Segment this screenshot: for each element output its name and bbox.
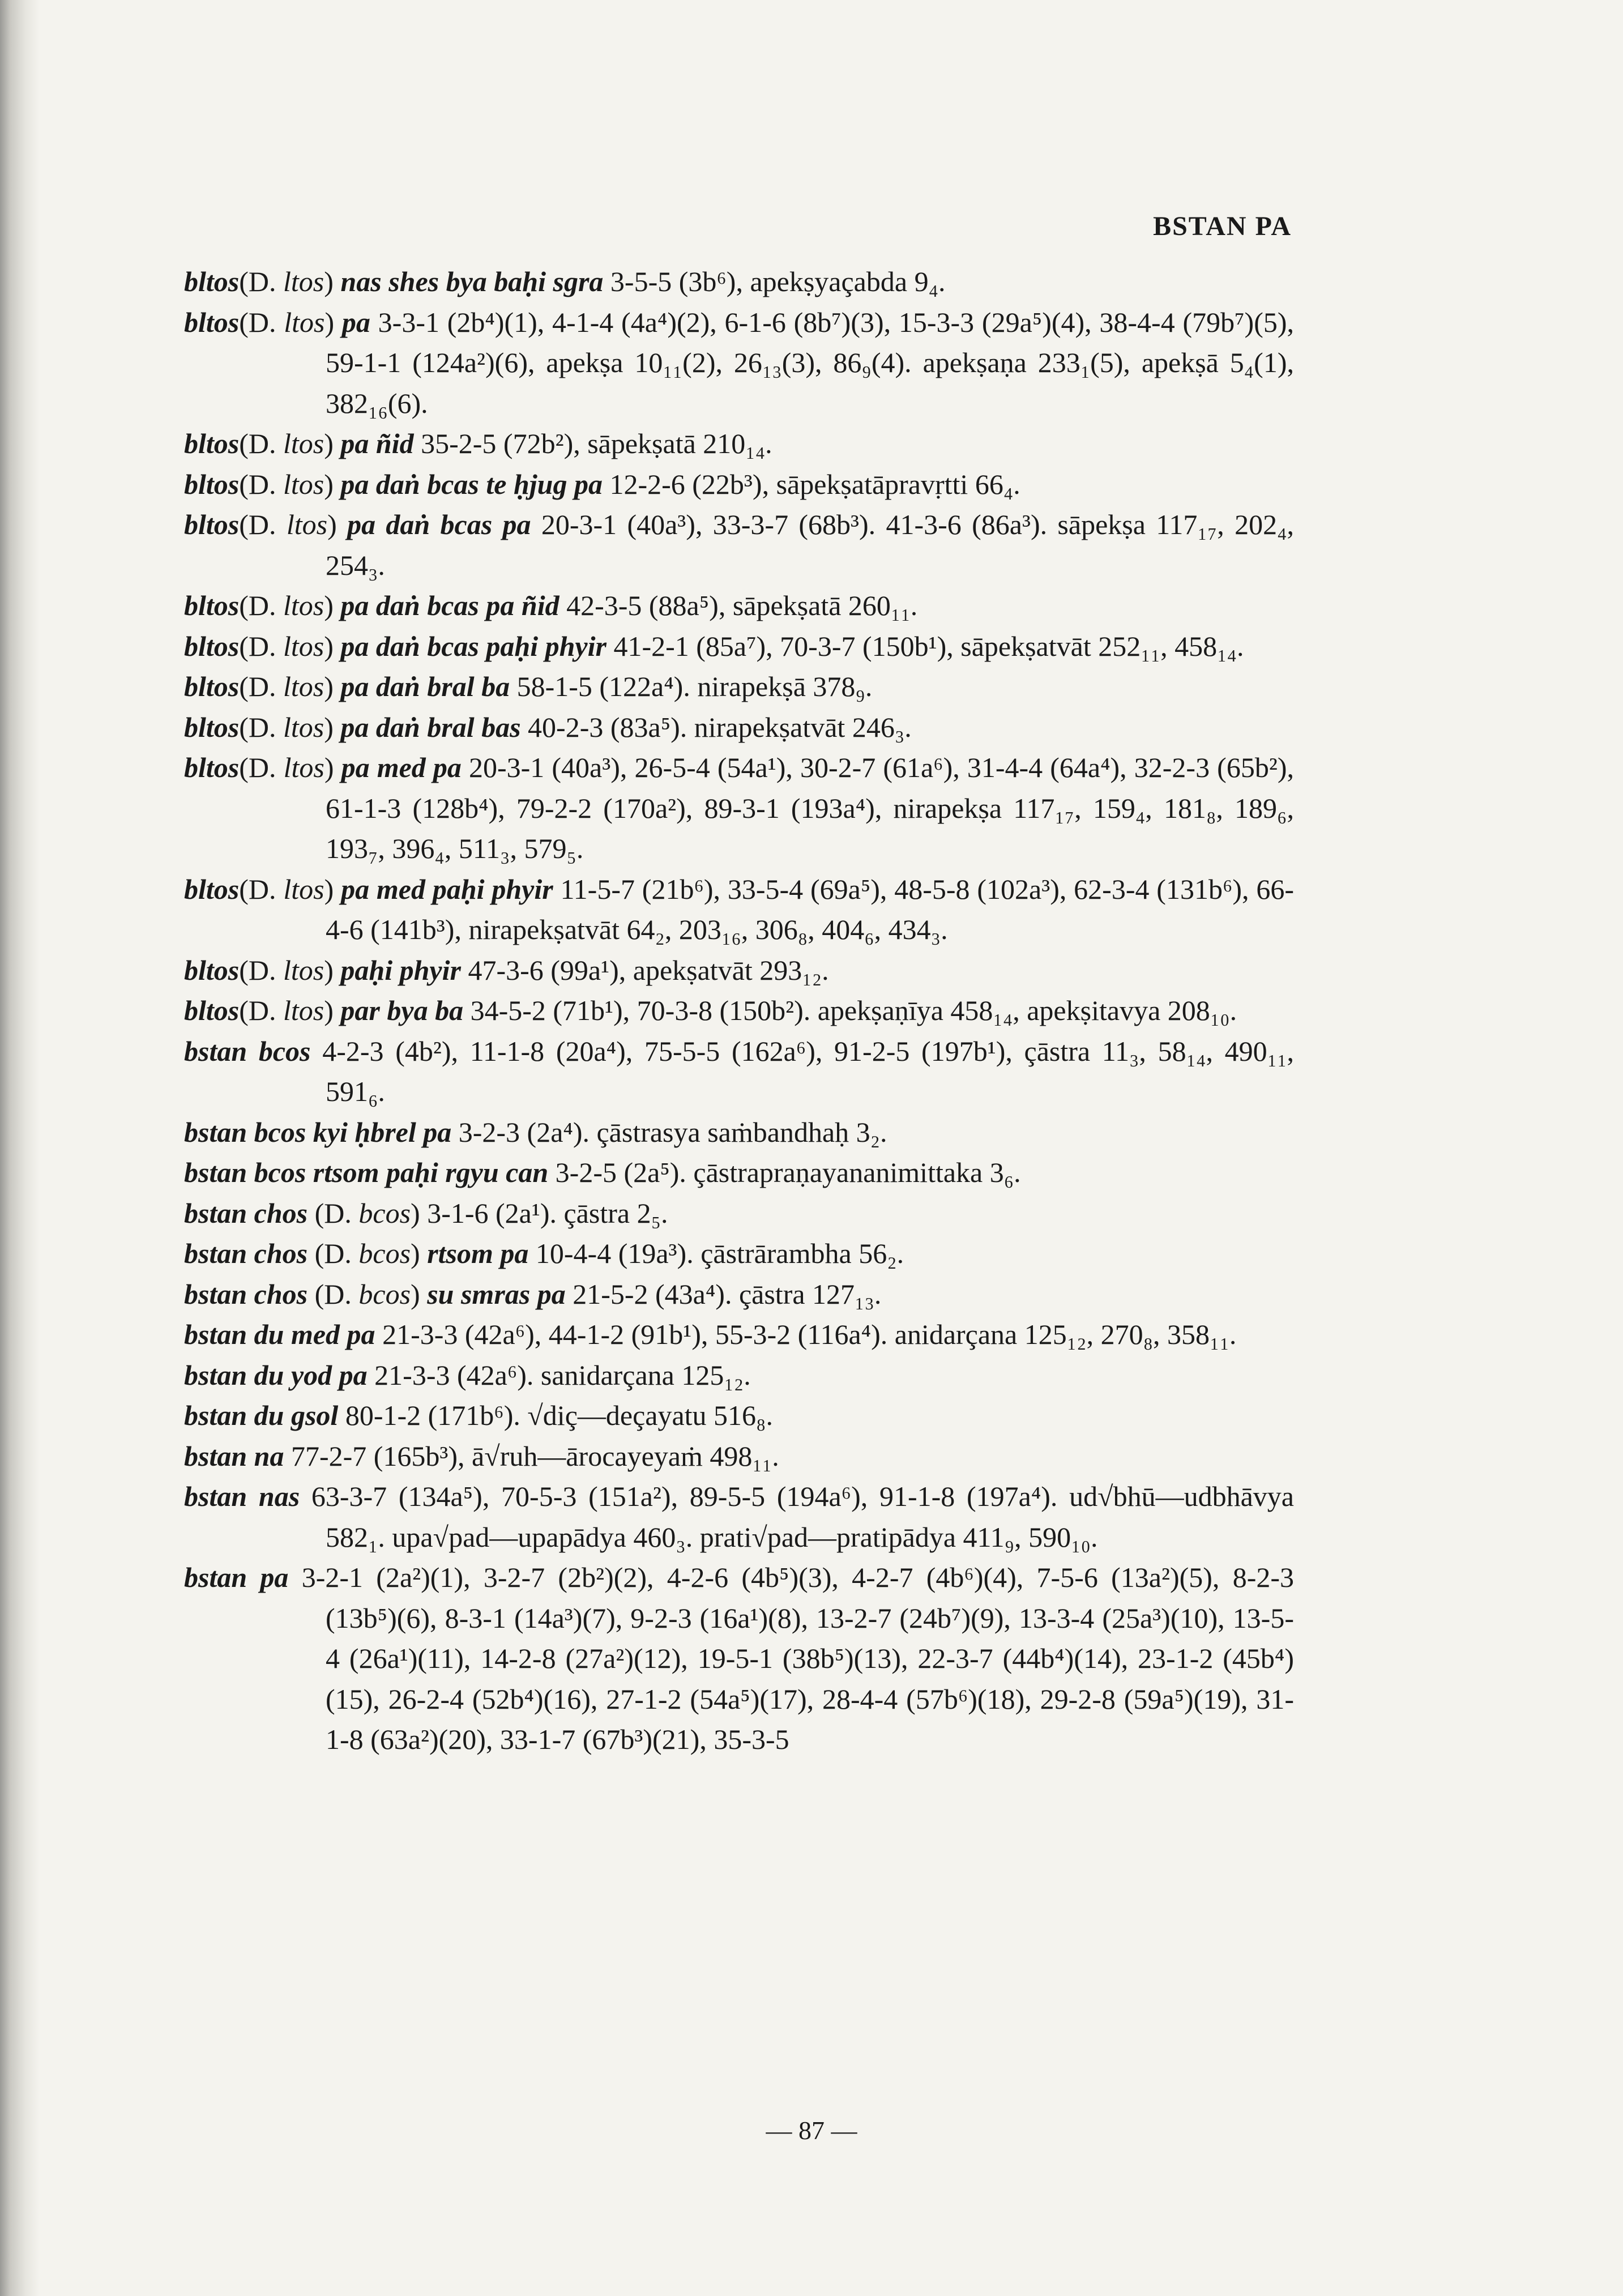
- entry-references: 10-4-4 (19a³). çāstrārambha 56₂.: [528, 1237, 904, 1269]
- entry-variant-open: (D.: [239, 468, 284, 500]
- entry-variant-close: ): [324, 671, 341, 702]
- entry-variant: ltos: [283, 873, 324, 905]
- entry-references: 20-3-1 (40a³), 26-5-4 (54a¹), 30-2-7 (61a⁶), 31-4-4 (64a⁴), 32-2-3 (65b²), 61-1-3 (128b⁴), 79-2-2 (170a²), 89-3-1 (193a⁴), nirapekṣa 117₁₇, 159₄, 181₈, 189₆, 193₇, 396₄, 511₃, 579₅.: [326, 752, 1294, 864]
- entry-headword: bltos: [184, 954, 240, 986]
- dictionary-entry: [184, 950, 1294, 991]
- entry-headword-cont: pa daṅ bral bas: [340, 711, 521, 743]
- entry-references: 47-3-6 (99a¹), apekṣatvāt 293₁₂.: [460, 954, 829, 986]
- entry-variant-close: ): [324, 873, 341, 905]
- entry-headword: bltos: [184, 752, 240, 783]
- entry-references: 77-2-7 (165b³), ā√ruh—ārocayeyaṁ 498₁₁.: [284, 1440, 779, 1472]
- entry-variant-close: ): [324, 995, 341, 1026]
- entry-references: 3-3-1 (2b⁴)(1), 4-1-4 (4a⁴)(2), 6-1-6 (8b⁷)(3), 15-3-3 (29a⁵)(4), 38-4-4 (79b⁷)(5), 59-1-1 (124a²)(6), apekṣa 10₁₁(2), 26₁₃(3), 86₉(4). apekṣaṇa 233₁(5), apekṣā 5₄(1), 382₁₆(6).: [326, 306, 1294, 419]
- entry-variant: ltos: [283, 711, 324, 743]
- entry-references: 3-2-1 (2a²)(1), 3-2-7 (2b²)(2), 4-2-6 (4b⁵)(3), 4-2-7 (4b⁶)(4), 7-5-6 (13a²)(5), 8-2-3 (13b⁵)(6), 8-3-1 (14a³)(7), 9-2-3 (16a¹)(8), 13-2-7 (24b⁷)(9), 13-3-4 (25a³)(10), 13-5-4 (26a¹)(11), 14-2-8 (27a²)(12), 19-5-1 (38b⁵)(13), 22-3-7 (44b⁴)(14), 23-1-2 (45b⁴)(15), 26-2-4 (52b⁴)(16), 27-1-2 (54a⁵)(17), 28-4-4 (57b⁶)(18), 29-2-8 (59a⁵)(19), 31-1-8 (63a²)(20), 33-1-7 (67b³)(21), 35-3-5: [288, 1561, 1294, 1755]
- entry-headword: bltos: [184, 630, 240, 662]
- entry-variant-close: ): [327, 509, 348, 540]
- entry-headword: bstan bcos kyi ḥbrel pa: [184, 1116, 452, 1148]
- entry-headword-cont: par bya ba: [340, 995, 464, 1026]
- entry-headword: bstan bcos: [184, 1035, 311, 1067]
- dictionary-entry: [184, 707, 1294, 748]
- entry-variant-open: (D.: [239, 752, 284, 783]
- dictionary-entry: [184, 626, 1294, 667]
- dictionary-entry: [184, 1355, 1294, 1396]
- entry-references: 34-5-2 (71b¹), 70-3-8 (150b²). apekṣaṇīya 458₁₄, apekṣitavya 208₁₀.: [463, 995, 1237, 1026]
- dictionary-entries: [184, 262, 1294, 1760]
- entry-references: 35-2-5 (72b²), sāpekṣatā 210₁₄.: [413, 428, 772, 459]
- dictionary-entry: [184, 302, 1294, 424]
- entry-headword: bstan chos: [184, 1197, 308, 1229]
- entry-variant-open: (D.: [239, 671, 284, 702]
- dictionary-entry: [184, 1436, 1294, 1477]
- entry-variant-open: (D.: [239, 266, 284, 297]
- entry-headword: bstan chos: [184, 1278, 308, 1310]
- dictionary-entry: [184, 1315, 1294, 1355]
- entry-references: 11-5-7 (21b⁶), 33-5-4 (69a⁵), 48-5-8 (102a³), 62-3-4 (131b⁶), 66-4-6 (141b³), nirapekṣatvāt 64₂, 203₁₆, 306₈, 404₆, 434₃.: [326, 873, 1295, 945]
- page-number: — 87 —: [766, 2116, 857, 2145]
- dictionary-entry: [184, 1234, 1294, 1274]
- entry-variant: bcos: [358, 1197, 411, 1229]
- entry-headword: bstan pa: [184, 1561, 289, 1593]
- entry-variant: ltos: [283, 266, 324, 297]
- entry-variant-open: (D.: [307, 1237, 359, 1269]
- entry-headword: bltos: [184, 266, 240, 297]
- entry-variant: ltos: [283, 995, 324, 1026]
- entry-headword: bltos: [184, 590, 240, 621]
- dictionary-entry: [184, 667, 1294, 707]
- entry-headword-cont: pa med paḥi phyir: [341, 873, 553, 905]
- entry-headword: bltos: [184, 509, 240, 540]
- entry-headword-cont: pa daṅ bcas pa ñid: [340, 590, 559, 621]
- dictionary-entry: [184, 748, 1294, 869]
- entry-references: 3-5-5 (3b⁶), apekṣyaçabda 9₄.: [603, 266, 946, 297]
- entry-variant-open: (D.: [239, 995, 284, 1026]
- dictionary-entry: [184, 1031, 1294, 1112]
- entry-headword-cont: pa daṅ bral ba: [340, 671, 510, 702]
- entry-variant: ltos: [283, 590, 324, 621]
- entry-variant: ltos: [283, 954, 324, 986]
- entry-references: 80-1-2 (171b⁶). √diç—deçayatu 516₈.: [338, 1399, 773, 1431]
- dictionary-entry: [184, 1395, 1294, 1436]
- entry-variant-close: ): [324, 306, 342, 338]
- entry-variant-open: (D.: [239, 954, 284, 986]
- entry-references: 3-1-6 (2a¹). çāstra 2₅.: [420, 1197, 668, 1229]
- entry-headword: bstan du yod pa: [184, 1359, 368, 1391]
- entry-references: 21-5-2 (43a⁴). çāstra 127₁₃.: [565, 1278, 882, 1310]
- entry-variant-open: (D.: [239, 590, 284, 621]
- entry-variant-close: ): [324, 711, 341, 743]
- entry-variant-close: ): [324, 752, 341, 783]
- entry-variant-open: (D.: [307, 1197, 359, 1229]
- entry-variant-open: (D.: [239, 306, 284, 338]
- entry-variant-close: ): [324, 590, 341, 621]
- entry-headword: bstan chos: [184, 1237, 308, 1269]
- entry-references: 63-3-7 (134a⁵), 70-5-3 (151a²), 89-5-5 (194a⁶), 91-1-8 (197a⁴). ud√bhū—udbhāvya 582₁. upa√pad—upapādya 460₃. prati√pad—pratipādya 411₉, 590₁₀.: [300, 1480, 1294, 1553]
- entry-variant-close: ): [324, 954, 341, 986]
- entry-headword-cont: nas shes bya baḥi sgra: [340, 266, 604, 297]
- dictionary-entry: [184, 1274, 1294, 1315]
- dictionary-entry: [184, 1557, 1294, 1760]
- entry-variant: ltos: [283, 671, 324, 702]
- entry-variant: bcos: [358, 1237, 411, 1269]
- entry-headword: bstan du med pa: [184, 1318, 375, 1350]
- entry-headword-cont: su smras pa: [427, 1278, 566, 1310]
- entry-headword: bltos: [184, 428, 240, 459]
- entry-headword-cont: pa daṅ bcas pa: [347, 509, 531, 540]
- entry-variant-open: (D.: [239, 630, 284, 662]
- entry-references: 21-3-3 (42a⁶), 44-1-2 (91b¹), 55-3-2 (116a⁴). anidarçana 125₁₂, 270₈, 358₁₁.: [375, 1318, 1237, 1350]
- entry-references: 21-3-3 (42a⁶). sanidarçana 125₁₂.: [367, 1359, 751, 1391]
- entry-variant: bcos: [358, 1278, 411, 1310]
- entry-variant-close: ): [324, 630, 341, 662]
- entry-references: 20-3-1 (40a³), 33-3-7 (68b³). 41-3-6 (86a³). sāpekṣa 117₁₇, 202₄, 254₃.: [326, 509, 1295, 581]
- entry-headword: bstan nas: [184, 1480, 300, 1512]
- entry-variant-open: (D.: [239, 509, 287, 540]
- entry-variant-close: ): [324, 266, 341, 297]
- entry-references: 4-2-3 (4b²), 11-1-8 (20a⁴), 75-5-5 (162a⁶), 91-2-5 (197b¹), çāstra 11₃, 58₁₄, 490₁₁, 591₆.: [310, 1035, 1294, 1107]
- entry-headword: bltos: [184, 873, 240, 905]
- entry-variant: ltos: [286, 509, 328, 540]
- entry-headword: bltos: [184, 711, 240, 743]
- dictionary-entry: [184, 1153, 1294, 1193]
- entry-headword: bltos: [184, 468, 240, 500]
- entry-headword: bltos: [184, 671, 240, 702]
- entry-headword-cont: pa ñid: [340, 428, 414, 459]
- entry-headword: bstan na: [184, 1440, 284, 1472]
- entry-headword-cont: pa med pa: [341, 752, 462, 783]
- entry-variant-open: (D.: [239, 873, 284, 905]
- entry-variant-close: ): [324, 428, 341, 459]
- dictionary-entry: [184, 991, 1294, 1031]
- dictionary-entry: [184, 262, 1294, 302]
- entry-variant-close: ): [411, 1278, 428, 1310]
- entry-variant: ltos: [283, 468, 324, 500]
- entry-references: 3-2-5 (2a⁵). çāstrapraṇayananimittaka 3₆.: [548, 1156, 1021, 1188]
- dictionary-entry: [184, 869, 1294, 950]
- entry-headword: bstan bcos rtsom paḥi rgyu can: [184, 1156, 549, 1188]
- entry-variant: ltos: [284, 306, 325, 338]
- dictionary-entry: [184, 586, 1294, 626]
- entry-headword-cont: paḥi phyir: [340, 954, 461, 986]
- entry-variant-close: ): [411, 1197, 420, 1229]
- entry-references: 3-2-3 (2a⁴). çāstrasya saṁbandhaḥ 3₂.: [451, 1116, 887, 1148]
- dictionary-entry: [184, 1476, 1294, 1557]
- entry-variant-open: (D.: [239, 711, 284, 743]
- entry-variant-close: ): [324, 468, 341, 500]
- entry-headword: bltos: [184, 306, 240, 338]
- entry-headword: bstan du gsol: [184, 1399, 339, 1431]
- entry-references: 12-2-6 (22b³), sāpekṣatāpravṛtti 66₄.: [602, 468, 1020, 500]
- entry-references: 41-2-1 (85a⁷), 70-3-7 (150b¹), sāpekṣatvāt 252₁₁, 458₁₄.: [606, 630, 1244, 662]
- entry-variant: ltos: [283, 428, 324, 459]
- dictionary-entry: [184, 464, 1294, 505]
- dictionary-entry: [184, 1112, 1294, 1153]
- entry-headword-cont: pa daṅ bcas paḥi phyir: [340, 630, 607, 662]
- scan-binding-edge: [0, 0, 40, 2296]
- entry-headword-cont: pa: [341, 306, 370, 338]
- dictionary-entry: [184, 505, 1294, 586]
- dictionary-entry: [184, 1193, 1294, 1234]
- entry-headword: bltos: [184, 995, 240, 1026]
- entry-headword-cont: rtsom pa: [427, 1237, 529, 1269]
- entry-variant: ltos: [283, 630, 324, 662]
- entry-variant-open: (D.: [239, 428, 284, 459]
- entry-references: 40-2-3 (83a⁵). nirapekṣatvāt 246₃.: [520, 711, 912, 743]
- entry-variant: ltos: [283, 752, 324, 783]
- running-header: BSTAN PA: [1153, 211, 1292, 241]
- entry-headword-cont: pa daṅ bcas te ḥjug pa: [340, 468, 603, 500]
- entry-references: 42-3-5 (88a⁵), sāpekṣatā 260₁₁.: [559, 590, 918, 621]
- entry-references: 58-1-5 (122a⁴). nirapekṣā 378₉.: [510, 671, 873, 702]
- dictionary-entry: [184, 424, 1294, 464]
- entry-variant-open: (D.: [307, 1278, 359, 1310]
- entry-variant-close: ): [411, 1237, 428, 1269]
